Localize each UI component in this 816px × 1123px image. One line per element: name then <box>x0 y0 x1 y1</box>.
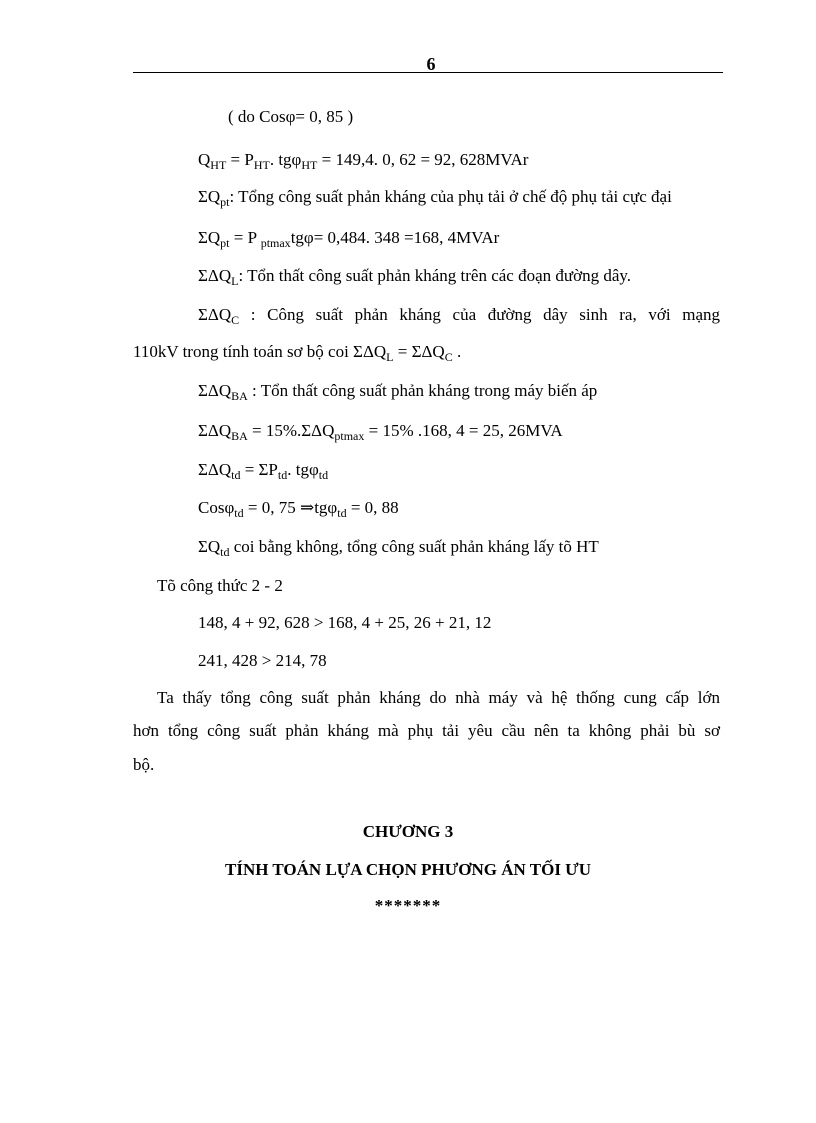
line-cos-td: Cosφ$_{td}$ = 0, 75 ⇒tgφ$_{td}$ = 0, 88 <box>198 498 399 520</box>
line-cos-note: ( do Cosφ= 0, 85 ) <box>228 107 354 126</box>
paragraph-conclusion-line-2: hơn tổng công suất phản kháng mà phụ tải yêu cầu nên ta không phải bù sơ <box>133 721 720 740</box>
paragraph-conclusion-line-3: bộ. <box>133 755 155 774</box>
line-dql-definition: $\Sigma\Delta Q_L$: Tổn thất công suất phản kháng trên các đoạn đường dây. <box>198 266 632 288</box>
line-dqc-definition: $\Sigma\Delta Q_C$ : Công suất phản kháng của đường dây sinh ra, với mạng <box>198 305 720 327</box>
chapter-separator: ******* <box>374 896 442 915</box>
line-qtd-note: $\Sigma Q_{td}$ coi bằng không, tổng công suất phản kháng lấy tõ HT <box>198 537 599 559</box>
chapter-title: TÍNH TOÁN LỰA CHỌN PHƯƠNG ÁN TỐI ƯU <box>224 860 591 879</box>
line-dqtd-formula: $\Sigma\Delta Q_{td} = \Sigma P_{td}$. tgφ$_{td}$ <box>198 460 329 482</box>
line-dql-dqc-equality: 110kV trong tính toán sơ bộ coi $\Sigma\Delta Q_L = \Sigma\Delta Q_C$ . <box>133 342 462 364</box>
line-dqba-formula: $\Sigma\Delta Q_{BA} = 15\%.\Sigma\Delta Q_{ptmax} = 15\%$ .168, 4 = 25, 26MVA <box>198 421 563 443</box>
line-dqba-definition: $\Sigma\Delta Q_{BA}$ : Tổn thất công suất phản kháng trong máy biến áp <box>198 381 598 403</box>
line-inequality-2: 241, 428 > 214, 78 <box>198 651 327 670</box>
line-qht-formula: $Q_{HT} = P_{HT}$. tgφ$_{HT}$ = 149,4. 0, 62 = 92, 628MVAr <box>198 150 529 172</box>
line-formula-ref: Tõ công thức 2 - 2 <box>157 576 283 595</box>
chapter-number: CHƯƠNG 3 <box>362 822 454 841</box>
header-rule <box>133 72 723 73</box>
page-number: 6 <box>426 54 436 74</box>
line-inequality-1: 148, 4 + 92, 628 > 168, 4 + 25, 26 + 21, 12 <box>198 613 492 632</box>
line-qpt-formula: $\Sigma Q_{pt} = P$ $_{ptmax}$tgφ= 0,484. 348 =168, 4MVAr <box>198 228 500 250</box>
paragraph-conclusion-line-1: Ta thấy tổng công suất phản kháng do nhà máy và hệ thống cung cấp lớn <box>157 688 720 707</box>
line-qpt-definition: $\Sigma Q_{pt}$: Tổng công suất phản kháng của phụ tải ở chế độ phụ tải cực đại <box>198 187 672 209</box>
